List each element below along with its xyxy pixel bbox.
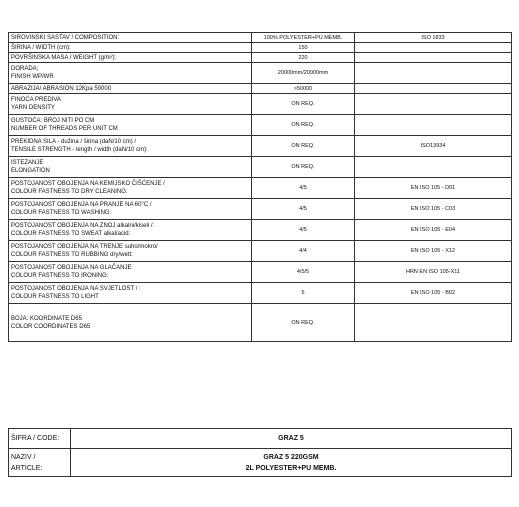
article-footer-table [8,428,512,477]
property-cell [9,53,252,63]
property-label-hr: POSTOJANOST OBOJENJA NA SVJETLOST / : [11,286,141,292]
standard-cell: EN ISO 105 - D01 [355,178,512,199]
spec-row [9,157,512,178]
property-cell [9,220,252,241]
article-row [9,449,512,477]
property-label-hr: DORADA; [11,66,39,72]
specification-table-body [9,33,512,342]
property-label-en: FINISH WP/WR [11,74,54,80]
value-cell: ON REQ. [252,157,355,178]
property-cell [9,63,252,84]
property-label-en: COLOR COORDINATES D65 [11,323,91,330]
property-cell [9,136,252,157]
property-label-en: ELONGATION [11,168,50,174]
standard-cell: EN ISO 105 - E04 [355,220,512,241]
spec-row [9,84,512,94]
property-cell [9,283,252,304]
standard-cell: ISO 1833 [355,33,512,43]
value-cell: 4/5 [252,199,355,220]
spec-row [9,199,512,220]
value-cell: >50000 [252,84,355,94]
property-label-en: COLOUR FASTNESS TO IRONING: [11,273,109,279]
property-cell [9,115,252,136]
spec-row [9,262,512,283]
standard-cell [355,53,512,63]
property-cell [9,157,252,178]
code-label: ŠIFRA / CODE: [9,429,71,449]
spec-row [9,283,512,304]
property-label-hr: ABRAZIJA/ ABRASION 12Kpa 50000 [11,85,112,92]
article-value-line-1: GRAZ 5 220GSM [263,453,319,461]
value-cell: 150 [252,43,355,53]
article-label [9,449,71,477]
property-cell [9,94,252,115]
property-label-hr: POSTOJANOST OBOJENJA NA KEMIJSKO ČIŠĆENJE / [11,181,165,187]
standard-cell: ISO13934 [355,136,512,157]
property-label-hr: ISTEZANJE [11,160,44,166]
spec-row [9,63,512,84]
property-cell [9,84,252,94]
property-cell [9,33,252,43]
property-label-hr: SIROVINSKI SASTAV / COMPOSITION: [11,34,120,41]
property-label-en: YARN DENSITY [11,105,55,111]
value-cell: 4/5 [252,220,355,241]
property-cell [9,199,252,220]
property-label-hr: PREKIDNA SILA - dužina / širina (daN/10 cm) / [11,139,137,145]
spec-row [9,94,512,115]
standard-cell [355,304,512,342]
spec-row [9,53,512,63]
standard-cell: EN ISO 105 - X12 [355,241,512,262]
property-cell [9,262,252,283]
standard-cell: EN ISO 105 - B02 [355,283,512,304]
spec-row [9,220,512,241]
value-cell: 5 [252,283,355,304]
property-label-hr: GUSTOĆA: BROJ NITI PO CM [11,118,95,124]
article-value-line-2: 2L POLYESTER+PU MEMB. [245,464,337,472]
specification-table [8,32,512,342]
standard-cell [355,43,512,53]
standard-cell [355,63,512,84]
article-label-line-2: ARTICLE: [11,464,43,472]
standard-cell [355,157,512,178]
property-label-hr: POVRŠINSKA MASA / WEIGHT (g/m²): [11,54,117,61]
property-label-en: COLOUR FASTNESS TO SWEAT alkal/acid: [11,231,131,237]
property-cell [9,178,252,199]
spec-row [9,33,512,43]
property-label-hr: POSTOJANOST OBOJENJA NA PRANJE NA 60°C / [11,202,152,208]
property-label-en: COLOUR FASTNESS TO RUBBING dry/wett: [11,252,133,258]
property-label-hr: POSTOJANOST OBOJENJA NA GLAČANJE [11,265,132,271]
property-label-hr: POSTOJANOST OBOJENJA NA TRENJE suho/mokro/ [11,244,158,250]
standard-cell [355,115,512,136]
property-cell [9,241,252,262]
property-label-hr: BOJA: KOORDINATE D65 [11,315,82,322]
value-cell: ON REQ. [252,115,355,136]
value-cell: 4/5/5 [252,262,355,283]
spec-row [9,178,512,199]
standard-cell: HRN EN ISO 105-X11 [355,262,512,283]
spec-row [9,241,512,262]
value-cell: ON REQ. [252,136,355,157]
property-label-en: COLOUR FASTNESS TO LIGHT [11,294,99,300]
spec-row [9,43,512,53]
spec-row [9,115,512,136]
value-cell: 220 [252,53,355,63]
property-label-en: NUMBER OF THREADS PER UNIT CM [11,126,118,132]
property-label-hr: FINOĆA PREDIVA [11,97,61,103]
standard-cell [355,84,512,94]
code-row [9,429,512,449]
property-label-hr: ŠIRINA / WIDTH (cm): [11,44,71,51]
property-label-hr: POSTOJANOST OBOJENJA NA ZNOJ alkalni/kiseli /: [11,223,155,229]
article-label-line-1: NAZIV / [11,453,36,461]
standard-cell: EN ISO 105 - C03 [355,199,512,220]
value-cell: 4/4 [252,241,355,262]
value-cell: 20000mm/20000mm [252,63,355,84]
spec-row [9,304,512,342]
value-cell: ON REQ. [252,94,355,115]
property-label-en: TENSILE STRENGTH - length / width (daN/10 cm): [11,147,148,153]
article-value [71,449,512,477]
value-cell: ON REQ. [252,304,355,342]
spec-row [9,136,512,157]
code-value: GRAZ 5 [71,429,512,449]
property-label-en: COLOUR FASTNESS TO DRY CLEANING: [11,189,128,195]
value-cell: 100% POLYESTER+PU MEMB. [252,33,355,43]
property-cell [9,304,252,342]
property-label-en: COLOUR FASTNESS TO WASHING: [11,210,112,216]
standard-cell [355,94,512,115]
value-cell: 4/5 [252,178,355,199]
property-cell [9,43,252,53]
